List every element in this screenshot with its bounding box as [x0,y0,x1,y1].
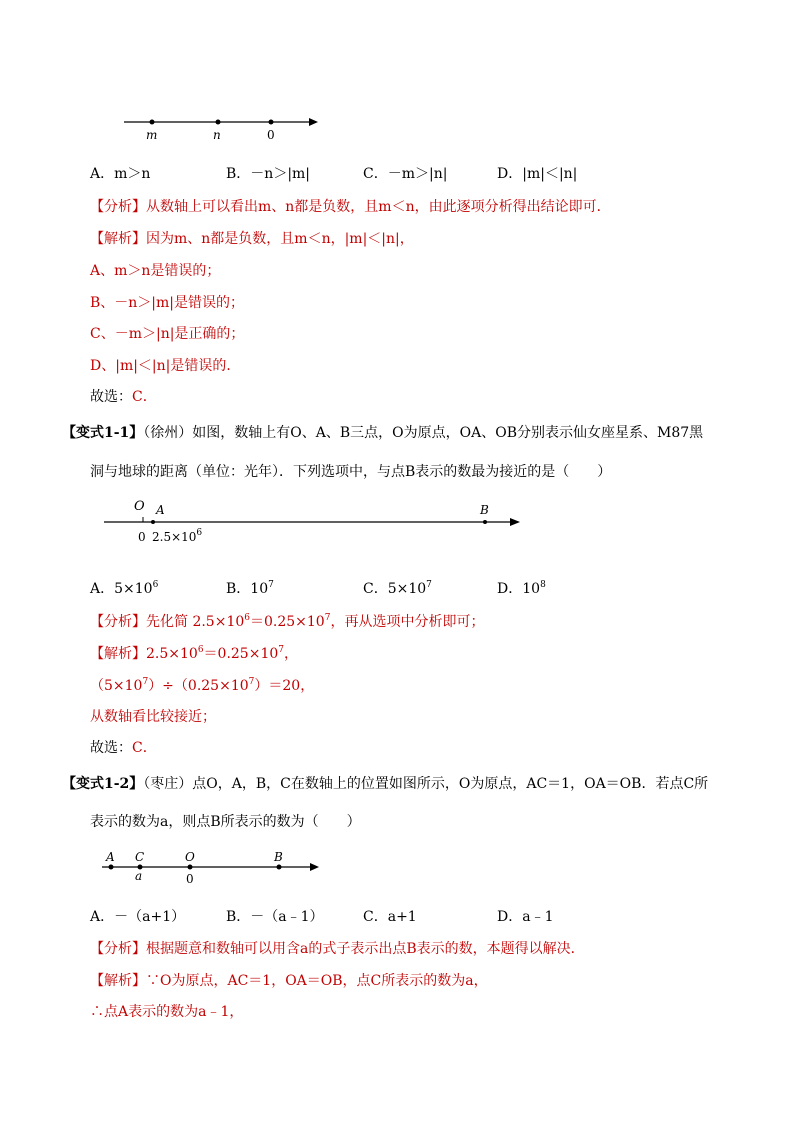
v11-axis-a-value: $2.5\times 10^6$ [152,528,203,544]
analysis-tag: 【分析】 [90,199,146,215]
v11-option-c: C．$5\times 10^7$ [363,580,432,597]
v11-option-b: B．$10^7$ [226,580,274,597]
v11-axis-B: B [480,503,489,517]
solution-tag: 【解析】 [90,646,146,662]
v11-axis-O: O [134,499,145,514]
v12-option-d: D．a﹣1 [497,909,554,925]
v12-axis-zero: 0 [186,872,194,886]
q1-option-a: A．m＞n [90,166,151,182]
v11-solution: 【解析】$2.5\times 10^6=0.25\times 10^7$， [90,645,298,662]
v12-line2: ∴点A表示的数为a﹣1， [90,1004,244,1020]
v12-option-b: B．－（a﹣1） [226,909,324,925]
q1-option-d: D．|m|＜|n| [497,166,578,182]
solution-tag: 【解析】 [90,231,146,247]
analysis-tag: 【分析】 [90,941,146,957]
q1-line-d: D、|m|＜|n|是错误的． [90,358,241,374]
axis1-label-m: m [146,128,158,142]
q1-option-b: B．－n＞|m| [226,166,311,182]
v12-axis-a: a [135,869,143,883]
solution-tag: 【解析】 [90,973,146,989]
v12-axis-O: O [185,850,195,864]
q1-line-b: B、－n＞|m|是错误的； [90,295,245,311]
q1-line-c: C、－m＞|n|是正确的； [90,326,245,342]
q1-analysis: 【分析】从数轴上可以看出m、n都是负数，且m＜n，由此逐项分析得出结论即可． [90,199,611,215]
axis1-label-zero: 0 [267,128,275,142]
v12-axis-B: B [274,850,283,864]
axis1-label-n: n [213,128,221,142]
v12-axis-C: C [135,850,145,864]
v11-calc: $(5\times 10^7)\div(0.25\times 10^7)=20$， [90,677,315,694]
v11-axis-A: A [156,503,165,517]
v12-solution: 【解析】∵O为原点，AC＝1，OA＝OB，点C所表示的数为a， [90,973,488,989]
v12-stem-line2: 表示的数为a，则点B所表示的数为（ ） [90,814,361,830]
q1-answer: 故选：C． [90,389,157,405]
v11-option-a: A．$5\times 10^6$ [90,580,159,597]
analysis-tag: 【分析】 [90,614,146,630]
q1-line-a: A、m＞n是错误的； [90,263,221,279]
v12-analysis: 【分析】根据题意和数轴可以用含a的式子表示出点B表示的数，本题得以解决． [90,941,585,957]
v11-tag: 【变式1-1】 [62,425,144,441]
v11-answer: 故选：C． [90,740,157,756]
v11-axis-zero: 0 [138,530,146,544]
v12-option-c: C．a+1 [363,909,417,925]
v11-analysis: 【分析】先化简 $2.5\times 10^6=0.25\times 10^7$，再从选项中分析即可； [90,613,485,630]
v11-option-d: D．$10^8$ [497,580,546,597]
v12-tag: 【变式1-2】 [62,776,144,792]
v11-stem-line2: 洞与地球的距离（单位：光年）．下列选项中，与点B表示的数最为接近的是（ ） [90,464,612,480]
v12-axis-A: A [106,850,115,864]
v12-stem-line1: 【变式1-2】（枣庄）点O，A，B，C在数轴上的位置如图所示，O为原点，AC＝1，OA＝OB．若点C所 [62,776,709,792]
q1-option-c: C．－m＞|n| [363,166,448,182]
axis-arrow [310,863,319,871]
v11-stem-line1: 【变式1-1】（徐州）如图，数轴上有O、A、B三点，O为原点，OA、OB分别表示仙女座星系、M87黑 [62,425,704,441]
v11-note: 从数轴看比较接近； [90,709,216,725]
q1-solution: 【解析】因为m、n都是负数，且m＜n，|m|＜|n|， [90,231,414,247]
v12-option-a: A．－（a+1） [90,909,186,925]
